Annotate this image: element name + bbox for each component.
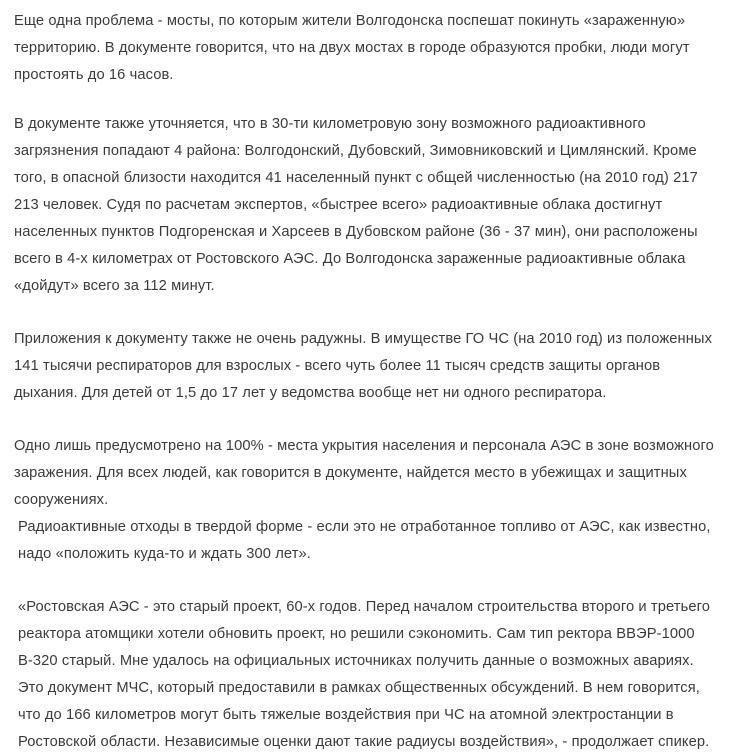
article-body (14, 8, 717, 756)
paragraph-3: Приложения к документу также не очень радужны. В имуществе ГО ЧС (на 2010 год) из положенных 141 тысячи респираторов для взрослых - всего чуть более 11 тысяч средств защиты органов дыхания. Для детей от 1,5 до 17 лет у ведомства вообще нет ни одного респиратора. (14, 331, 713, 401)
paragraph-4: Одно лишь предусмотрено на 100% - места укрытия населения и персонала АЭС в зоне возможного заражения. Для всех людей, как говорится в документе, найдется место в убежищах и защитных сооружениях. (14, 438, 714, 508)
paragraph-1: Еще одна проблема - мосты, по которым жители Волгодонска поспешат покинуть «зараженную» территорию. В документе говорится, что на двух мостах в городе образуются пробки, люди могут простоять до 16 часов. (14, 13, 690, 83)
paragraph-2: В документе также уточняется, что в 30-ти километровую зону возможного радиоактивного загрязнения попадают 4 района: Волгодонский, Дубовский, Зимовниковский и Цимлянский. Кроме того, в опасной близости находится 41 населенный пункт с общей численностью (на 2010 год) 217 213 человек. Судя по расчетам экспертов, «быстрее всего» радиоактивные облака достигнут населенных пунктов Подгоренская и Харсеев в Дубовском районе (36 - 37 мин), они расположены всего в 4-х километрах от Ростовского АЭС. До Волгодонска зараженные радиоактивные облака «дойдут» всего за 112 минут. (14, 116, 698, 294)
paragraph-6: «Ростовская АЭС - это старый проект, 60-х годов. Перед началом строительства второго и третьего реактора атомщики хотели обновить проект, но решили сэкономить. Сам тип ректора ВВЭР-1000 В-320 старый. Мне удалось на официальных источниках получить данные о возможных авариях. Это документ МЧС, который предоставили в рамках общественных обсуждений. В нем говорится, что до 166 километров могут быть тяжелые воздействия при ЧС на атомной электростанции в Ростовской области. Независимые оценки дают такие радиусы воздействия», - продолжает спикер. (18, 599, 711, 750)
paragraph-5: Радиоактивные отходы в твердой форме - если это не отработанное топливо от АЭС, как известно, надо «положить куда-то и ждать 300 лет». (18, 519, 711, 562)
